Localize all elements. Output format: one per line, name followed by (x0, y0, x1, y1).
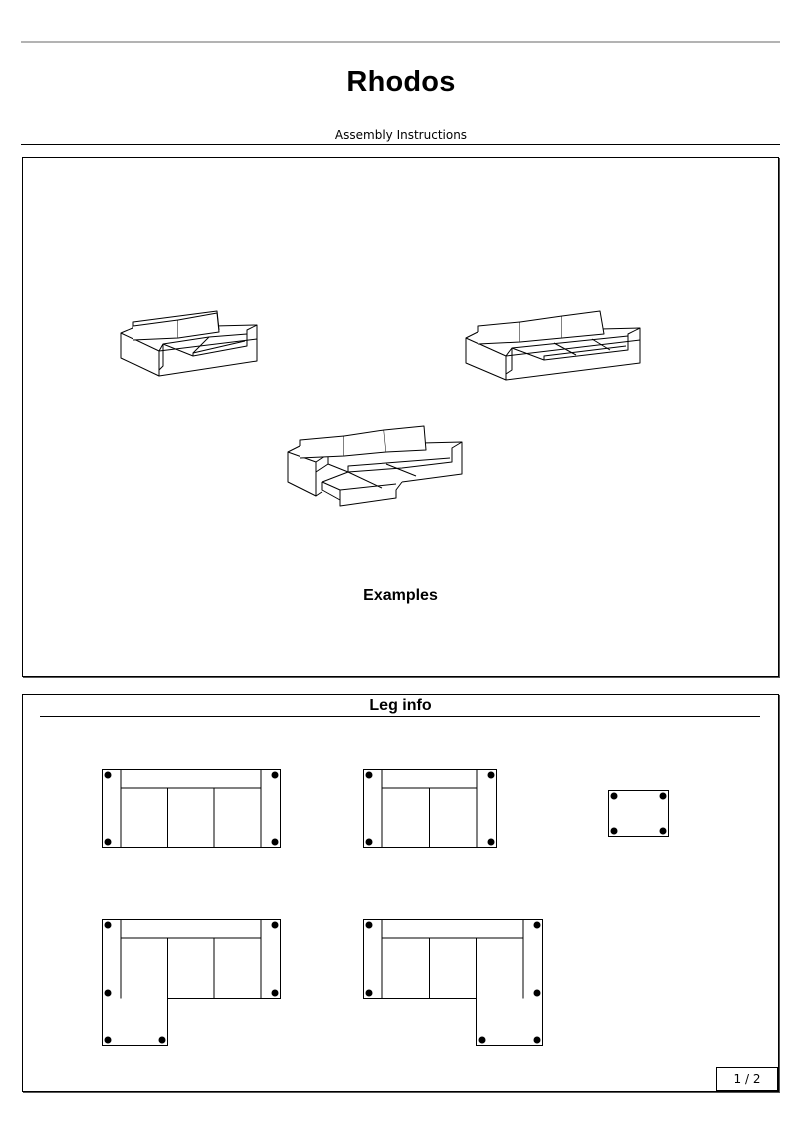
corner-sofa-illustration (286, 424, 466, 508)
two-seat-leg-diagram (363, 769, 498, 849)
footstool-leg-diagram (608, 790, 670, 838)
leg-info-title: Leg info (369, 697, 432, 714)
three-seat-leg-diagram (102, 769, 282, 849)
examples-panel (22, 157, 779, 677)
two-seat-sofa-illustration (119, 308, 269, 388)
three-seat-sofa-illustration (464, 308, 644, 386)
top-rule (21, 41, 780, 43)
page-indicator: 1 / 2 (716, 1067, 778, 1091)
leg-info-panel (22, 694, 779, 1092)
document-title: Rhodos (346, 66, 456, 98)
corner-right-leg-diagram (363, 919, 545, 1047)
leg-info-rule (40, 716, 760, 717)
examples-label: Examples (363, 587, 438, 604)
document-subtitle: Assembly Instructions (334, 128, 468, 142)
header-rule (21, 144, 780, 145)
corner-left-leg-diagram (102, 919, 282, 1047)
